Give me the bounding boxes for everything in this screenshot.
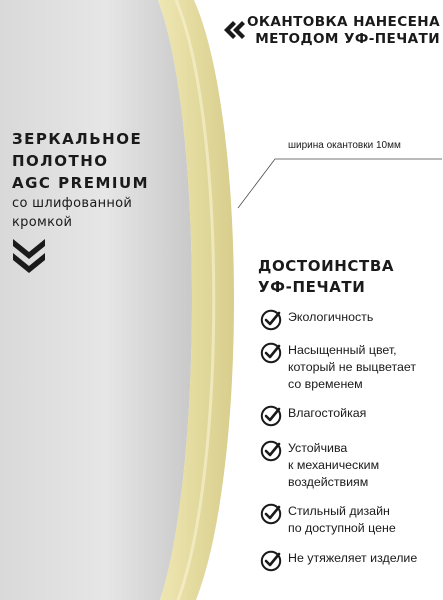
benefit-text: по доступной цене [288, 521, 396, 535]
benefit-text: Не утяжеляет изделие [288, 551, 418, 565]
double-chevron-down-icon [12, 236, 46, 276]
header-line-2: МЕТОДОМ УФ-ПЕЧАТИ [255, 31, 440, 47]
benefit-text: Влагостойкая [288, 406, 367, 420]
mirror-description [12, 128, 182, 232]
benefit-item [260, 405, 366, 427]
benefit-text: со временем [288, 377, 363, 391]
uv-print-header [222, 14, 440, 48]
header-line-1: ОКАНТОВКА НАНЕСЕНА [246, 14, 440, 30]
width-callout-line [238, 159, 442, 208]
benefit-text: Экологичность [288, 310, 374, 324]
benefit-text: Устойчива [288, 441, 348, 455]
mirror-subtitle-line-2: кромкой [12, 215, 73, 230]
check-circle-icon [260, 309, 282, 331]
check-circle-icon [260, 342, 282, 364]
benefit-text: воздействиям [288, 475, 369, 489]
benefit-item [260, 440, 379, 491]
mirror-surface [0, 0, 192, 600]
benefit-item [260, 550, 417, 572]
double-chevron-left-icon [222, 20, 246, 40]
check-circle-icon [260, 550, 282, 572]
mirror-title-line-1: ЗЕРКАЛЬНОЕ [12, 130, 143, 148]
benefit-item [260, 309, 373, 331]
check-circle-icon [260, 503, 282, 525]
benefits-title-line-2: УФ-ПЕЧАТИ [258, 278, 366, 296]
benefit-text: который не выцветает [288, 360, 417, 374]
mirror-title-line-2: ПОЛОТНО [12, 152, 109, 170]
benefit-item [260, 503, 396, 537]
check-circle-icon [260, 440, 282, 462]
benefits-title [258, 256, 394, 298]
benefit-text: к механическим [288, 458, 380, 472]
benefit-text: Стильный дизайн [288, 504, 390, 518]
benefit-text: Насыщенный цвет, [288, 343, 397, 357]
check-circle-icon [260, 405, 282, 427]
mirror-subtitle-line-1: со шлифованной [12, 196, 133, 211]
mirror-title-line-3: AGC PREMIUM [12, 174, 150, 192]
benefit-item [260, 342, 416, 393]
benefits-title-line-1: ДОСТОИНСТВА [258, 257, 395, 275]
edge-width-label: ширина окантовки 10мм [288, 140, 401, 151]
